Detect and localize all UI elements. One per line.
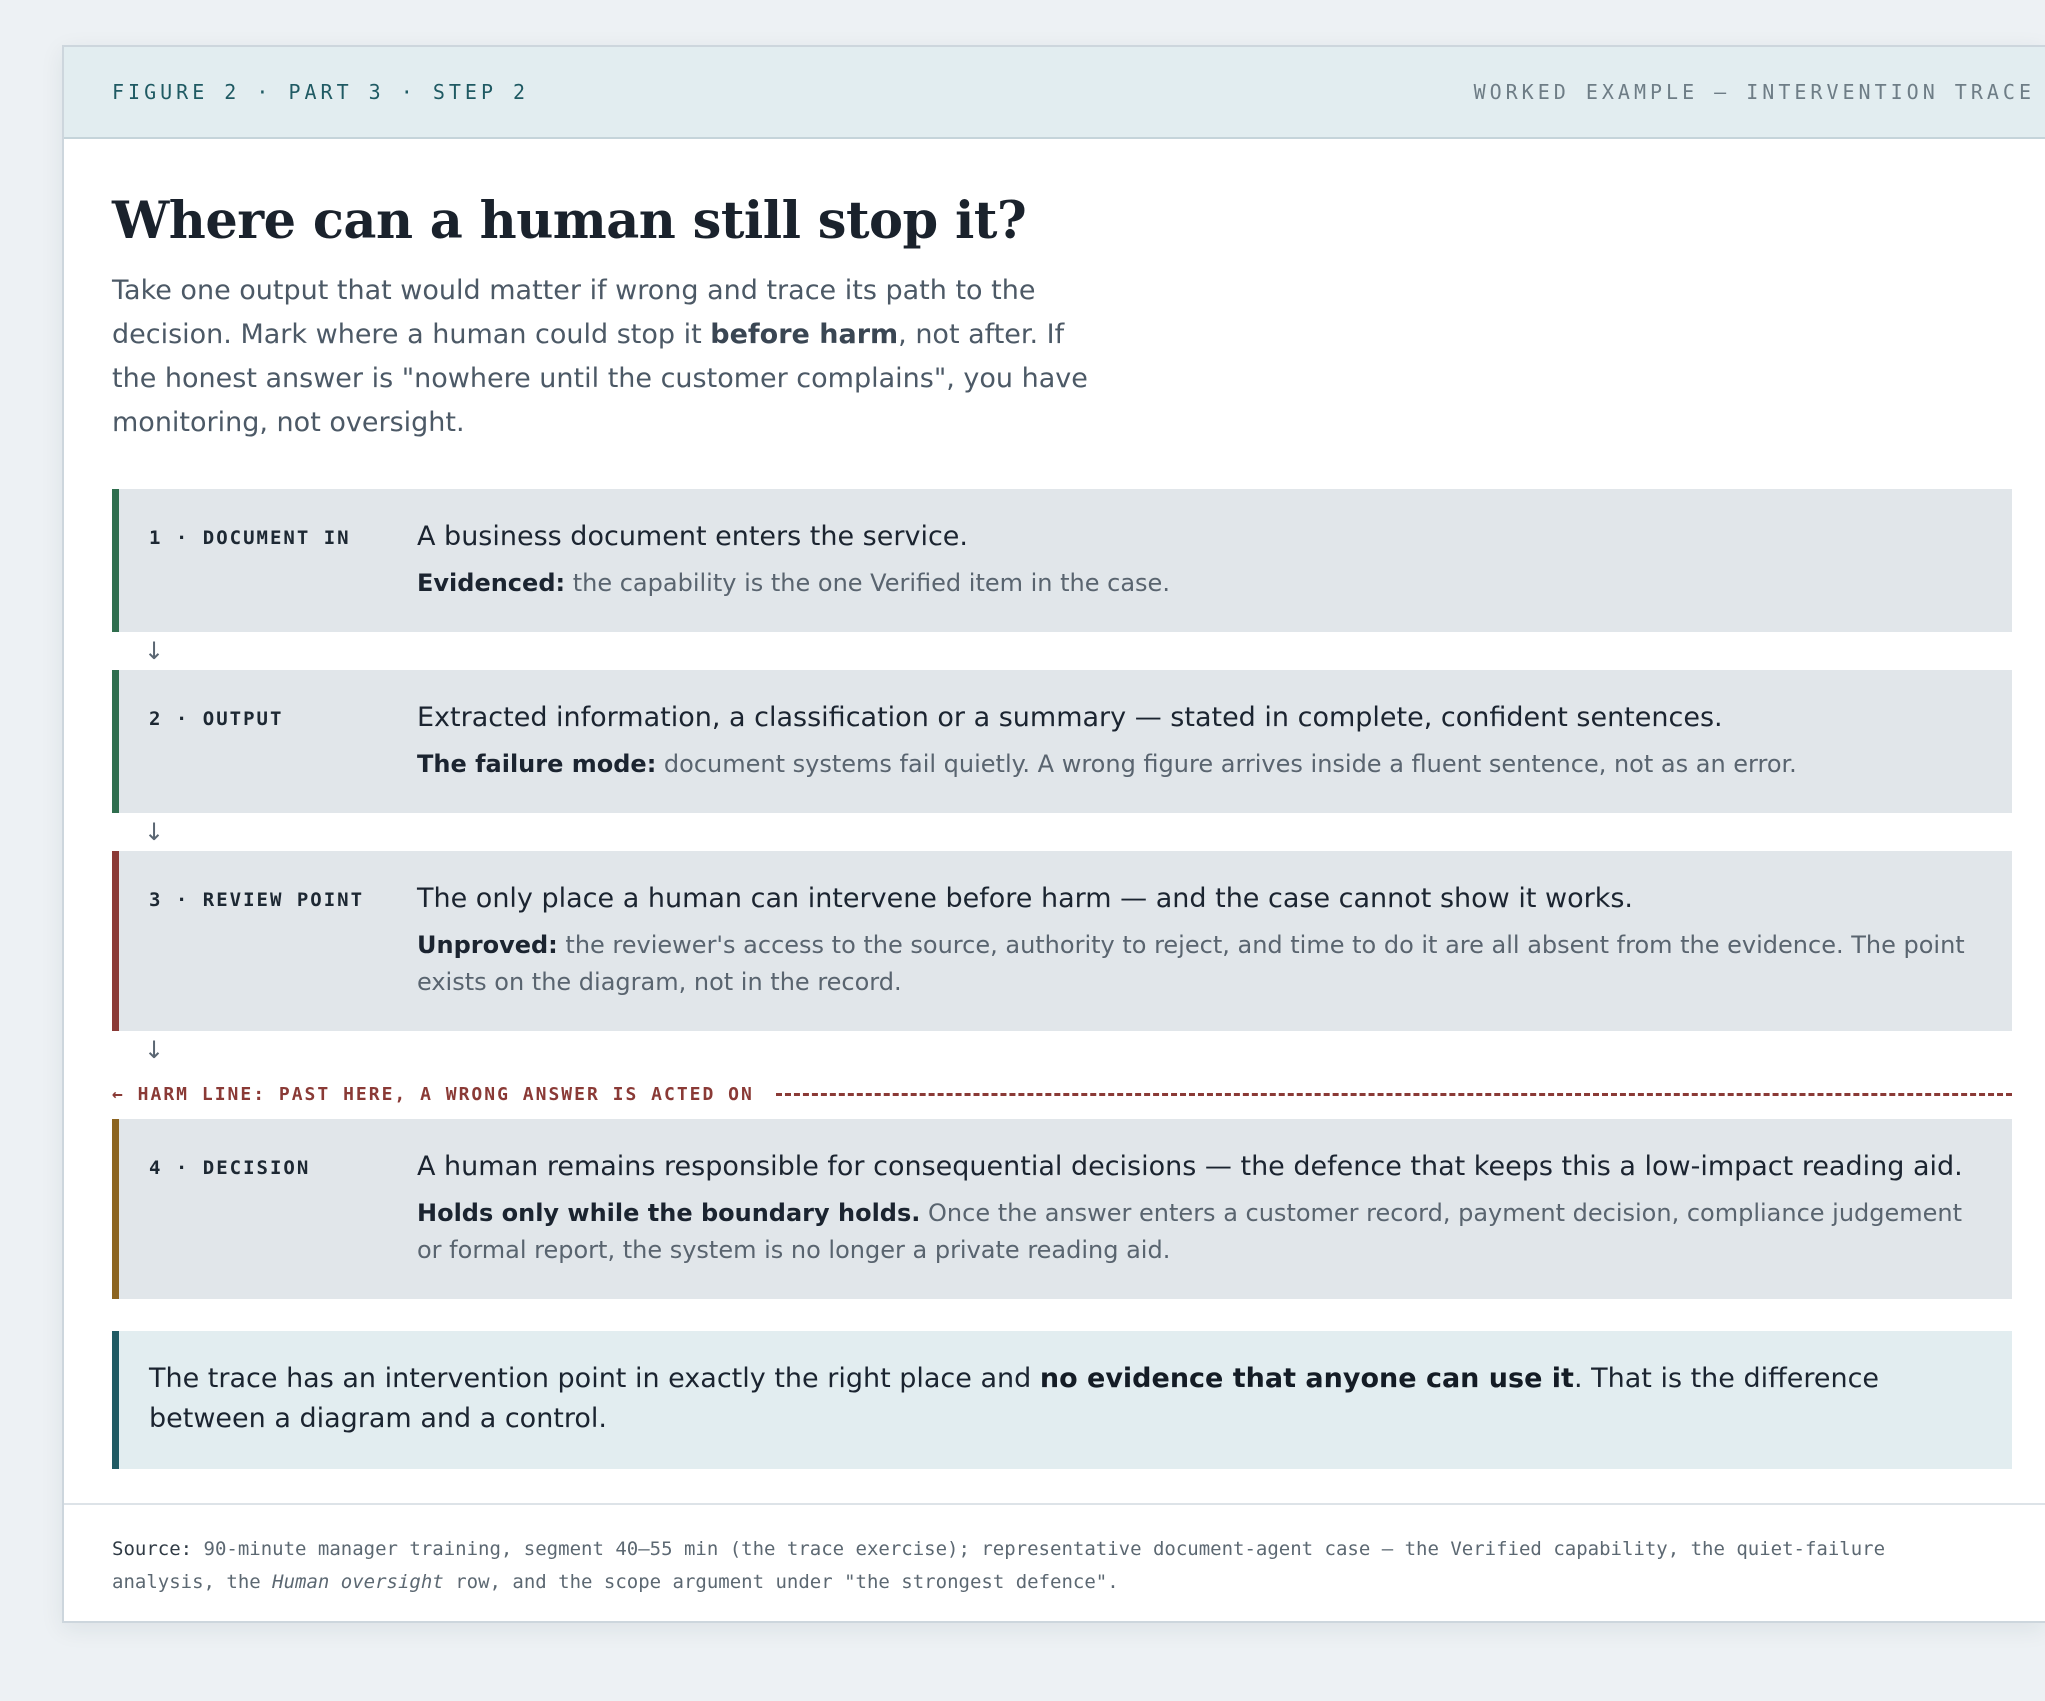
figure-label: FIGURE 2 · PART 3 · STEP 2: [112, 80, 530, 104]
harm-line: [112, 1075, 2012, 1113]
trace-steps: [112, 489, 2012, 1299]
step-detail-text: the reviewer's access to the source, authority to reject, and time to do it are all absent from the evidence. The point exists on the diagram, not in the record.: [417, 931, 1965, 996]
step-detail: [417, 746, 1978, 783]
source-italic: Human oversight: [272, 1571, 444, 1593]
callout-text-end: . That is the difference between a diagram and a control.: [149, 1363, 1880, 1434]
step-body: [417, 700, 1978, 783]
step-body: [417, 519, 1978, 602]
step-main-text: The only place a human can intervene before harm — and the case cannot show it works.: [417, 883, 1633, 914]
step-label: 3 · REVIEW POINT: [149, 889, 365, 911]
step-main-text: Extracted information, a classification or a summary — stated in complete, confident sentences.: [417, 702, 1723, 733]
intro-text-start: Take one output that would matter if wrong and trace its path to the decision. Mark where a human could stop it: [112, 275, 1036, 350]
step-output: [112, 670, 2012, 813]
down-arrow-icon: ↓: [144, 818, 165, 846]
harm-line-dash: [776, 1093, 2012, 1096]
intro-text-end: , not after. If the honest answer is "nowhere until the customer complains", you have monitoring, not oversight.: [112, 319, 1088, 438]
step-detail-text: document systems fail quietly. A wrong figure arrives inside a fluent sentence, not as an error.: [656, 750, 1797, 778]
figure-card: [62, 45, 2045, 1623]
step-document-in: [112, 489, 2012, 632]
figure-header: [64, 47, 2045, 139]
callout-text-start: The trace has an intervention point in exactly the right place and: [149, 1363, 1040, 1394]
source-label: Source:: [112, 1538, 193, 1560]
conclusion-callout: [112, 1331, 2012, 1469]
callout-emphasis: no evidence that anyone can use it: [1039, 1363, 1574, 1394]
step-detail: [417, 927, 1978, 1001]
step-detail: [417, 1195, 1978, 1269]
step-label: 4 · DECISION: [149, 1157, 311, 1179]
step-detail-lead: The failure mode:: [417, 750, 657, 778]
intro-text: [112, 269, 1102, 445]
step-detail-lead: Unproved:: [417, 931, 558, 959]
down-arrow-icon: ↓: [144, 1036, 165, 1064]
step-detail-lead: Evidenced:: [417, 569, 566, 597]
down-arrow-icon: ↓: [144, 637, 165, 665]
source-text-start: 90-minute manager training, segment 40–55 min (the trace exercise); representative document-agent case — the Verified capability, the quiet-failure analysis, the: [112, 1538, 1886, 1593]
source-note: [64, 1503, 2045, 1621]
step-decision: [112, 1119, 2012, 1299]
step-detail-text: the capability is the one Verified item in the case.: [565, 569, 1170, 597]
step-label: 2 · OUTPUT: [149, 708, 284, 730]
intro-emphasis: before harm: [710, 319, 899, 350]
page-title: Where can a human still stop it?: [112, 191, 1027, 251]
step-body: [417, 881, 1978, 1001]
figure-content: [64, 191, 2045, 1469]
step-detail-lead: Holds only while the boundary holds.: [417, 1199, 921, 1227]
figure-kind-label: WORKED EXAMPLE — INTERVENTION TRACE: [1473, 80, 2035, 104]
source-text-end: row, and the scope argument under "the strongest defence".: [443, 1571, 1119, 1593]
step-detail-text: Once the answer enters a customer record, payment decision, compliance judgement or formal report, the system is no longer a private reading aid.: [417, 1199, 1963, 1264]
step-label: 1 · DOCUMENT IN: [149, 527, 351, 549]
harm-line-label: ← HARM LINE: PAST HERE, A WRONG ANSWER IS ACTED ON: [112, 1083, 754, 1105]
step-main-text: A human remains responsible for consequential decisions — the defence that keeps this a low-impact reading aid.: [417, 1151, 1963, 1182]
step-main-text: A business document enters the service.: [417, 521, 968, 552]
step-review-point: [112, 851, 2012, 1031]
step-body: [417, 1149, 1978, 1269]
step-detail: [417, 565, 1978, 602]
